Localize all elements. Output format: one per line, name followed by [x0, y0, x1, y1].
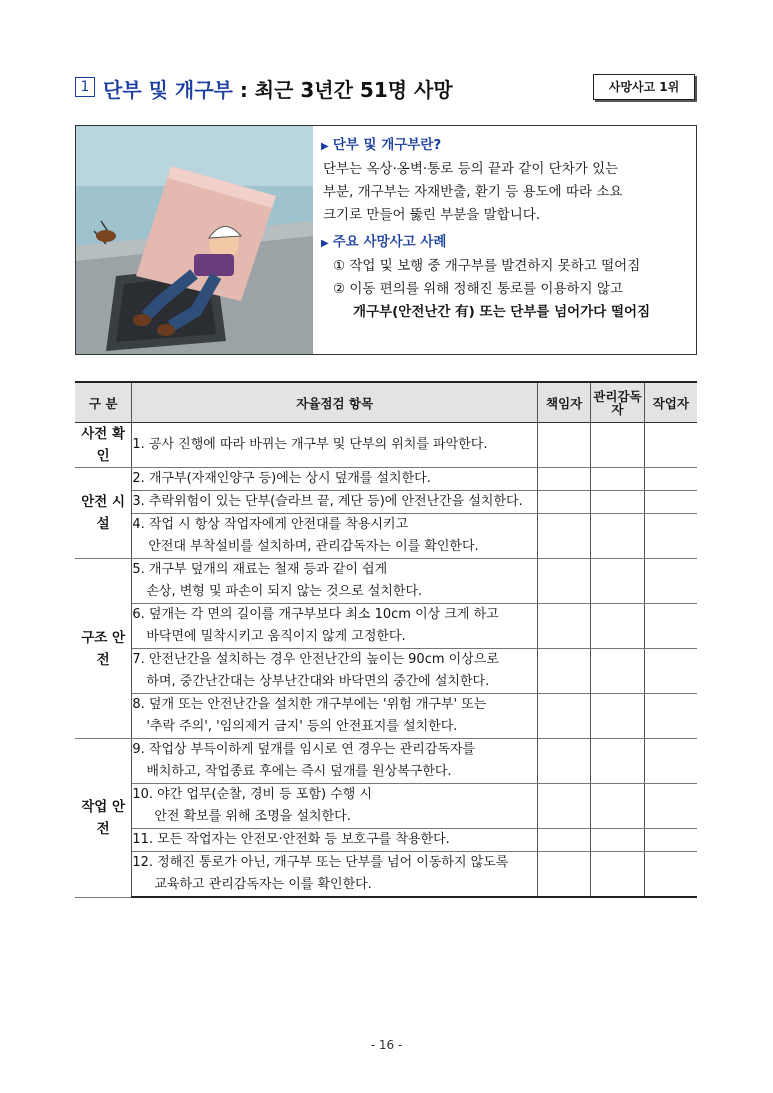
check-item: 6. 덮개는 각 면의 길이를 개구부보다 최소 10cm 이상 크게 하고 바닥면에 밀착시키고 움직이지 않게 고정한다. — [132, 604, 538, 649]
check-item: 4. 작업 시 항상 작업자에게 안전대를 착용시키고 안전대 부착설비를 설치하며, 관리감독자는 이를 확인한다. — [132, 514, 538, 559]
table-row — [75, 559, 697, 604]
check-cell[interactable] — [644, 694, 697, 739]
definition-line: 단부는 옥상·옹벽·통로 등의 끝과 같이 단차가 있는 — [323, 161, 619, 177]
check-item: 10. 야간 업무(순찰, 경비 등 포함) 수행 시 안전 확보를 위해 조명을 설치한다. — [132, 784, 538, 829]
header-worker: 작업자 — [644, 382, 697, 423]
page-number: - 16 - — [370, 1038, 403, 1052]
check-cell[interactable] — [644, 739, 697, 784]
triangle-bullet-icon: ▶ — [321, 238, 329, 249]
check-cell[interactable] — [644, 423, 697, 468]
worker-falling-illustration — [76, 126, 313, 354]
table-row — [75, 604, 697, 649]
check-cell[interactable] — [644, 829, 697, 852]
table-row — [75, 694, 697, 739]
check-cell[interactable] — [591, 852, 644, 898]
category-cell: 사전 확인 — [75, 423, 132, 468]
check-cell[interactable] — [537, 604, 590, 649]
info-text — [321, 134, 691, 324]
table-row — [75, 514, 697, 559]
section-header — [75, 74, 695, 104]
check-cell[interactable] — [591, 784, 644, 829]
check-item: 7. 안전난간을 설치하는 경우 안전난간의 높이는 90cm 이상으로 하며, 중간난간대는 상부난간대와 바닥면의 중간에 설치한다. — [132, 649, 538, 694]
check-cell[interactable] — [537, 491, 590, 514]
check-cell[interactable] — [644, 649, 697, 694]
title-highlight: 단부 및 개구부 — [103, 78, 233, 102]
category-cell: 구조 안전 — [75, 559, 132, 739]
check-item: 12. 정해진 통로가 아닌, 개구부 또는 단부를 넘어 이동하지 않도록 교육하고 관리감독자는 이를 확인한다. — [132, 852, 538, 898]
check-item: 3. 추락위험이 있는 단부(슬라브 끝, 계단 등)에 안전난간을 설치한다. — [132, 491, 538, 514]
category-cell: 안전 시설 — [75, 468, 132, 559]
check-cell[interactable] — [591, 491, 644, 514]
check-cell[interactable] — [644, 468, 697, 491]
table-row — [75, 829, 697, 852]
check-cell[interactable] — [537, 784, 590, 829]
case-item: ① 작업 및 보행 중 개구부를 발견하지 못하고 떨어짐 — [333, 258, 641, 274]
rank-badge: 사망사고 1위 — [593, 74, 695, 100]
check-cell[interactable] — [591, 423, 644, 468]
check-cell[interactable] — [591, 829, 644, 852]
check-cell[interactable] — [537, 694, 590, 739]
header-supervisor: 관리감독자 — [591, 382, 644, 423]
check-item: 9. 작업상 부득이하게 덮개를 임시로 연 경우는 관리감독자를 배치하고, 작업종료 후에는 즉시 덮개를 원상복구한다. — [132, 739, 538, 784]
case-item: ② 이동 편의를 위해 정해진 통로를 이용하지 않고 — [333, 281, 623, 297]
table-row — [75, 491, 697, 514]
check-cell[interactable] — [644, 604, 697, 649]
check-item: 5. 개구부 덮개의 재료는 철재 등과 같이 쉽게 손상, 변형 및 파손이 되지 않는 것으로 설치한다. — [132, 559, 538, 604]
check-cell[interactable] — [644, 852, 697, 898]
checklist-table — [75, 381, 697, 898]
table-row — [75, 649, 697, 694]
table-row — [75, 739, 697, 784]
category-cell: 작업 안전 — [75, 739, 132, 898]
table-header-row — [75, 382, 697, 423]
table-row — [75, 468, 697, 491]
check-cell[interactable] — [537, 514, 590, 559]
triangle-bullet-icon: ▶ — [321, 141, 329, 152]
definition-line: 부분, 개구부는 자재반출, 환기 등 용도에 따라 소요 — [323, 184, 623, 200]
definition-line: 크기로 만들어 뚫린 부분을 말합니다. — [323, 207, 541, 223]
check-cell[interactable] — [591, 694, 644, 739]
definition-heading: 단부 및 개구부란? — [332, 137, 442, 153]
section-number: 1 — [75, 77, 95, 97]
check-cell[interactable] — [644, 784, 697, 829]
check-cell[interactable] — [591, 514, 644, 559]
check-cell[interactable] — [591, 468, 644, 491]
check-cell[interactable] — [537, 468, 590, 491]
check-cell[interactable] — [537, 649, 590, 694]
info-box — [75, 125, 697, 355]
table-row — [75, 784, 697, 829]
check-item: 8. 덮개 또는 안전난간을 설치한 개구부에는 '위험 개구부' 또는 '추락 주의', '임의제거 금지' 등의 안전표지를 설치한다. — [132, 694, 538, 739]
check-item: 11. 모든 작업자는 안전모·안전화 등 보호구를 착용한다. — [132, 829, 538, 852]
section-title — [103, 74, 453, 103]
check-cell[interactable] — [644, 491, 697, 514]
check-item: 1. 공사 진행에 따라 바뀌는 개구부 및 단부의 위치를 파악한다. — [132, 423, 538, 468]
check-cell[interactable] — [537, 829, 590, 852]
check-cell[interactable] — [537, 852, 590, 898]
check-cell[interactable] — [537, 739, 590, 784]
check-cell[interactable] — [537, 423, 590, 468]
check-cell[interactable] — [591, 604, 644, 649]
check-cell[interactable] — [591, 739, 644, 784]
check-cell[interactable] — [644, 514, 697, 559]
cases-heading: 주요 사망사고 사례 — [332, 234, 447, 250]
check-cell[interactable] — [537, 559, 590, 604]
table-row — [75, 423, 697, 468]
header-category: 구 분 — [75, 382, 132, 423]
case-item: 개구부(안전난간 有) 또는 단부를 넘어가다 떨어짐 — [353, 304, 651, 320]
title-rest: : 최근 3년간 51명 사망 — [232, 78, 453, 102]
table-row — [75, 852, 697, 898]
header-item: 자율점검 항목 — [132, 382, 538, 423]
check-item: 2. 개구부(자재인양구 등)에는 상시 덮개를 설치한다. — [132, 468, 538, 491]
check-cell[interactable] — [644, 559, 697, 604]
header-responsible: 책임자 — [537, 382, 590, 423]
check-cell[interactable] — [591, 649, 644, 694]
check-cell[interactable] — [591, 559, 644, 604]
